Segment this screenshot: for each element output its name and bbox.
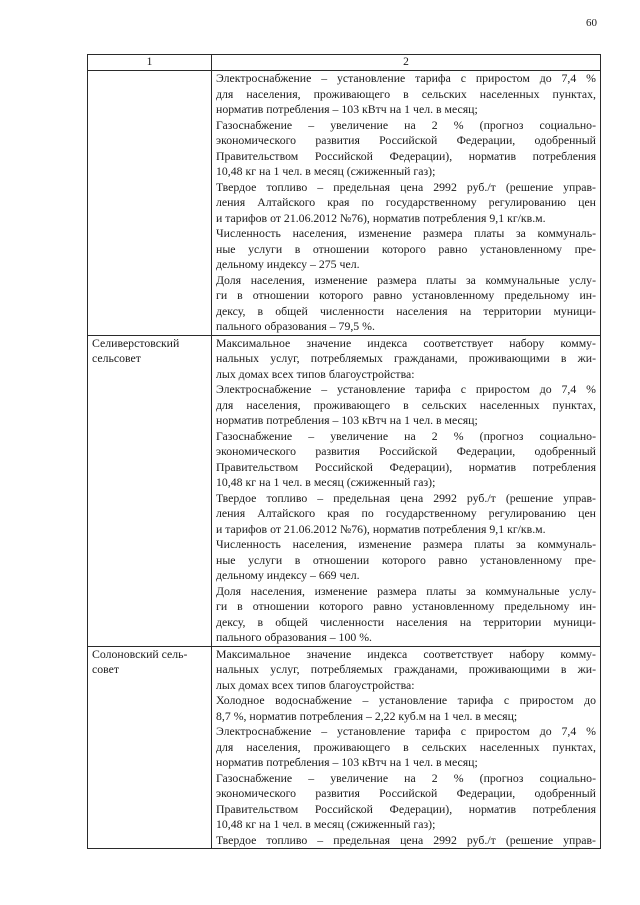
text-line: норматив потребления – 103 кВтч на 1 чел. в месяц; [216,755,478,769]
column-header-1: 1 [88,55,212,71]
text-line: ления Алтайского края по государственному регулированию цен [216,506,596,520]
text-line: Численность населения, изменение размера платы за коммуналь- [216,226,596,240]
text-line: и тарифов от 21.06.2012 №76), норматив потребления 9,1 кг/кв.м. [216,210,546,225]
text-line: дексу, в общей численности населения на территории муници- [216,303,596,318]
text-line: Правительством Российской Федерации), норматив потребления [216,148,596,163]
text-line: для населения, проживающего в сельских населенных пунктах, [216,739,596,754]
text-line: норматив потребления – 103 кВтч на 1 чел. в месяц; [216,413,478,427]
text-line: Доля населения, изменение размера платы за коммунальные услу- [216,272,596,287]
municipality-name-cell: Селиверстовский сельсовет [88,335,212,646]
text-line: лых домах всех типов благоустройства: [216,677,415,692]
column-header-2: 2 [212,55,601,71]
text-line: ные услуги в отношении которого равно установленному пре- [216,241,596,256]
index-description-cell [212,646,601,849]
table-row [88,71,601,336]
text-line: 10,48 кг на 1 чел. в месяц (сжиженный газ); [216,164,436,178]
table-header-row [88,55,601,71]
text-line: норматив потребления – 103 кВтч на 1 чел. в месяц; [216,102,478,116]
text-line: пального образования – 100 %. [216,630,372,644]
text-line: экономического развития Российской Федерации, одобренный [216,133,596,147]
text-line: Газоснабжение – увеличение на 2 % (прогноз социально- [216,428,596,443]
text-line: 8,7 %, норматив потребления – 2,22 куб.м на 1 чел. в месяц; [216,708,518,723]
text-line: ги в отношении которого равно установленному предельному ин- [216,288,596,302]
text-line: Максимальное значение индекса соответствует набору комму- [216,335,596,350]
text-line: нальных услуг, потребляемых гражданами, проживающими в жи- [216,351,596,365]
text-line: дельному индексу – 275 чел. [216,257,360,271]
text-line: Электроснабжение – установление тарифа с приростом до 7,4 % [216,382,596,396]
text-line: ные услуги в отношении которого равно установленному пре- [216,552,596,567]
text-line: дексу, в общей численности населения на территории муници- [216,614,596,629]
page-number: 60 [586,17,597,29]
index-description-cell [212,71,601,336]
text-line: Электроснабжение – установление тарифа с приростом до 7,4 % [216,71,596,85]
text-line: экономического развития Российской Федерации, одобренный [216,444,596,458]
text-line: Твердое топливо – предельная цена 2992 руб./т (решение управ- [216,490,596,505]
table-row [88,335,601,646]
table-row [88,646,601,849]
text-line: Доля населения, изменение размера платы за коммунальные услу- [216,583,596,598]
municipality-name-cell [88,71,212,336]
text-line: 10,48 кг на 1 чел. в месяц (сжиженный газ); [216,817,436,831]
municipality-name-cell: Солоновский сель- совет [88,646,212,849]
text-line: Электроснабжение – установление тарифа с приростом до 7,4 % [216,724,596,738]
text-line: Твердое топливо – предельная цена 2992 руб./т (решение управ- [216,179,596,194]
text-line: 10,48 кг на 1 чел. в месяц (сжиженный газ); [216,475,436,489]
text-line: экономического развития Российской Федерации, одобренный [216,786,596,800]
text-line: пального образования – 79,5 %. [216,319,375,333]
text-line: лых домах всех типов благоустройства: [216,366,415,381]
text-line: Газоснабжение – увеличение на 2 % (прогноз социально- [216,117,596,132]
text-line: Правительством Российской Федерации), норматив потребления [216,459,596,474]
text-line: ги в отношении которого равно установленному предельному ин- [216,599,596,613]
text-line: Твердое топливо – предельная цена 2992 руб./т (решение управ- [216,832,596,847]
text-line: Холодное водоснабжение – установление тарифа с приростом до [216,693,596,707]
text-line: Газоснабжение – увеличение на 2 % (прогноз социально- [216,770,596,785]
text-line: нальных услуг, потребляемых гражданами, проживающими в жи- [216,662,596,676]
text-line: Максимальное значение индекса соответствует набору комму- [216,646,596,661]
text-line: Численность населения, изменение размера платы за коммуналь- [216,537,596,551]
text-line: и тарифов от 21.06.2012 №76), норматив потребления 9,1 кг/кв.м. [216,521,546,536]
text-line: ления Алтайского края по государственному регулированию цен [216,195,596,209]
text-line: дельному индексу – 669 чел. [216,568,360,582]
text-line: для населения, проживающего в сельских населенных пунктах, [216,397,596,412]
index-description-cell [212,335,601,646]
text-line: для населения, проживающего в сельских населенных пунктах, [216,86,596,101]
municipal-index-table [87,54,601,849]
text-line: Правительством Российской Федерации), норматив потребления [216,801,596,816]
